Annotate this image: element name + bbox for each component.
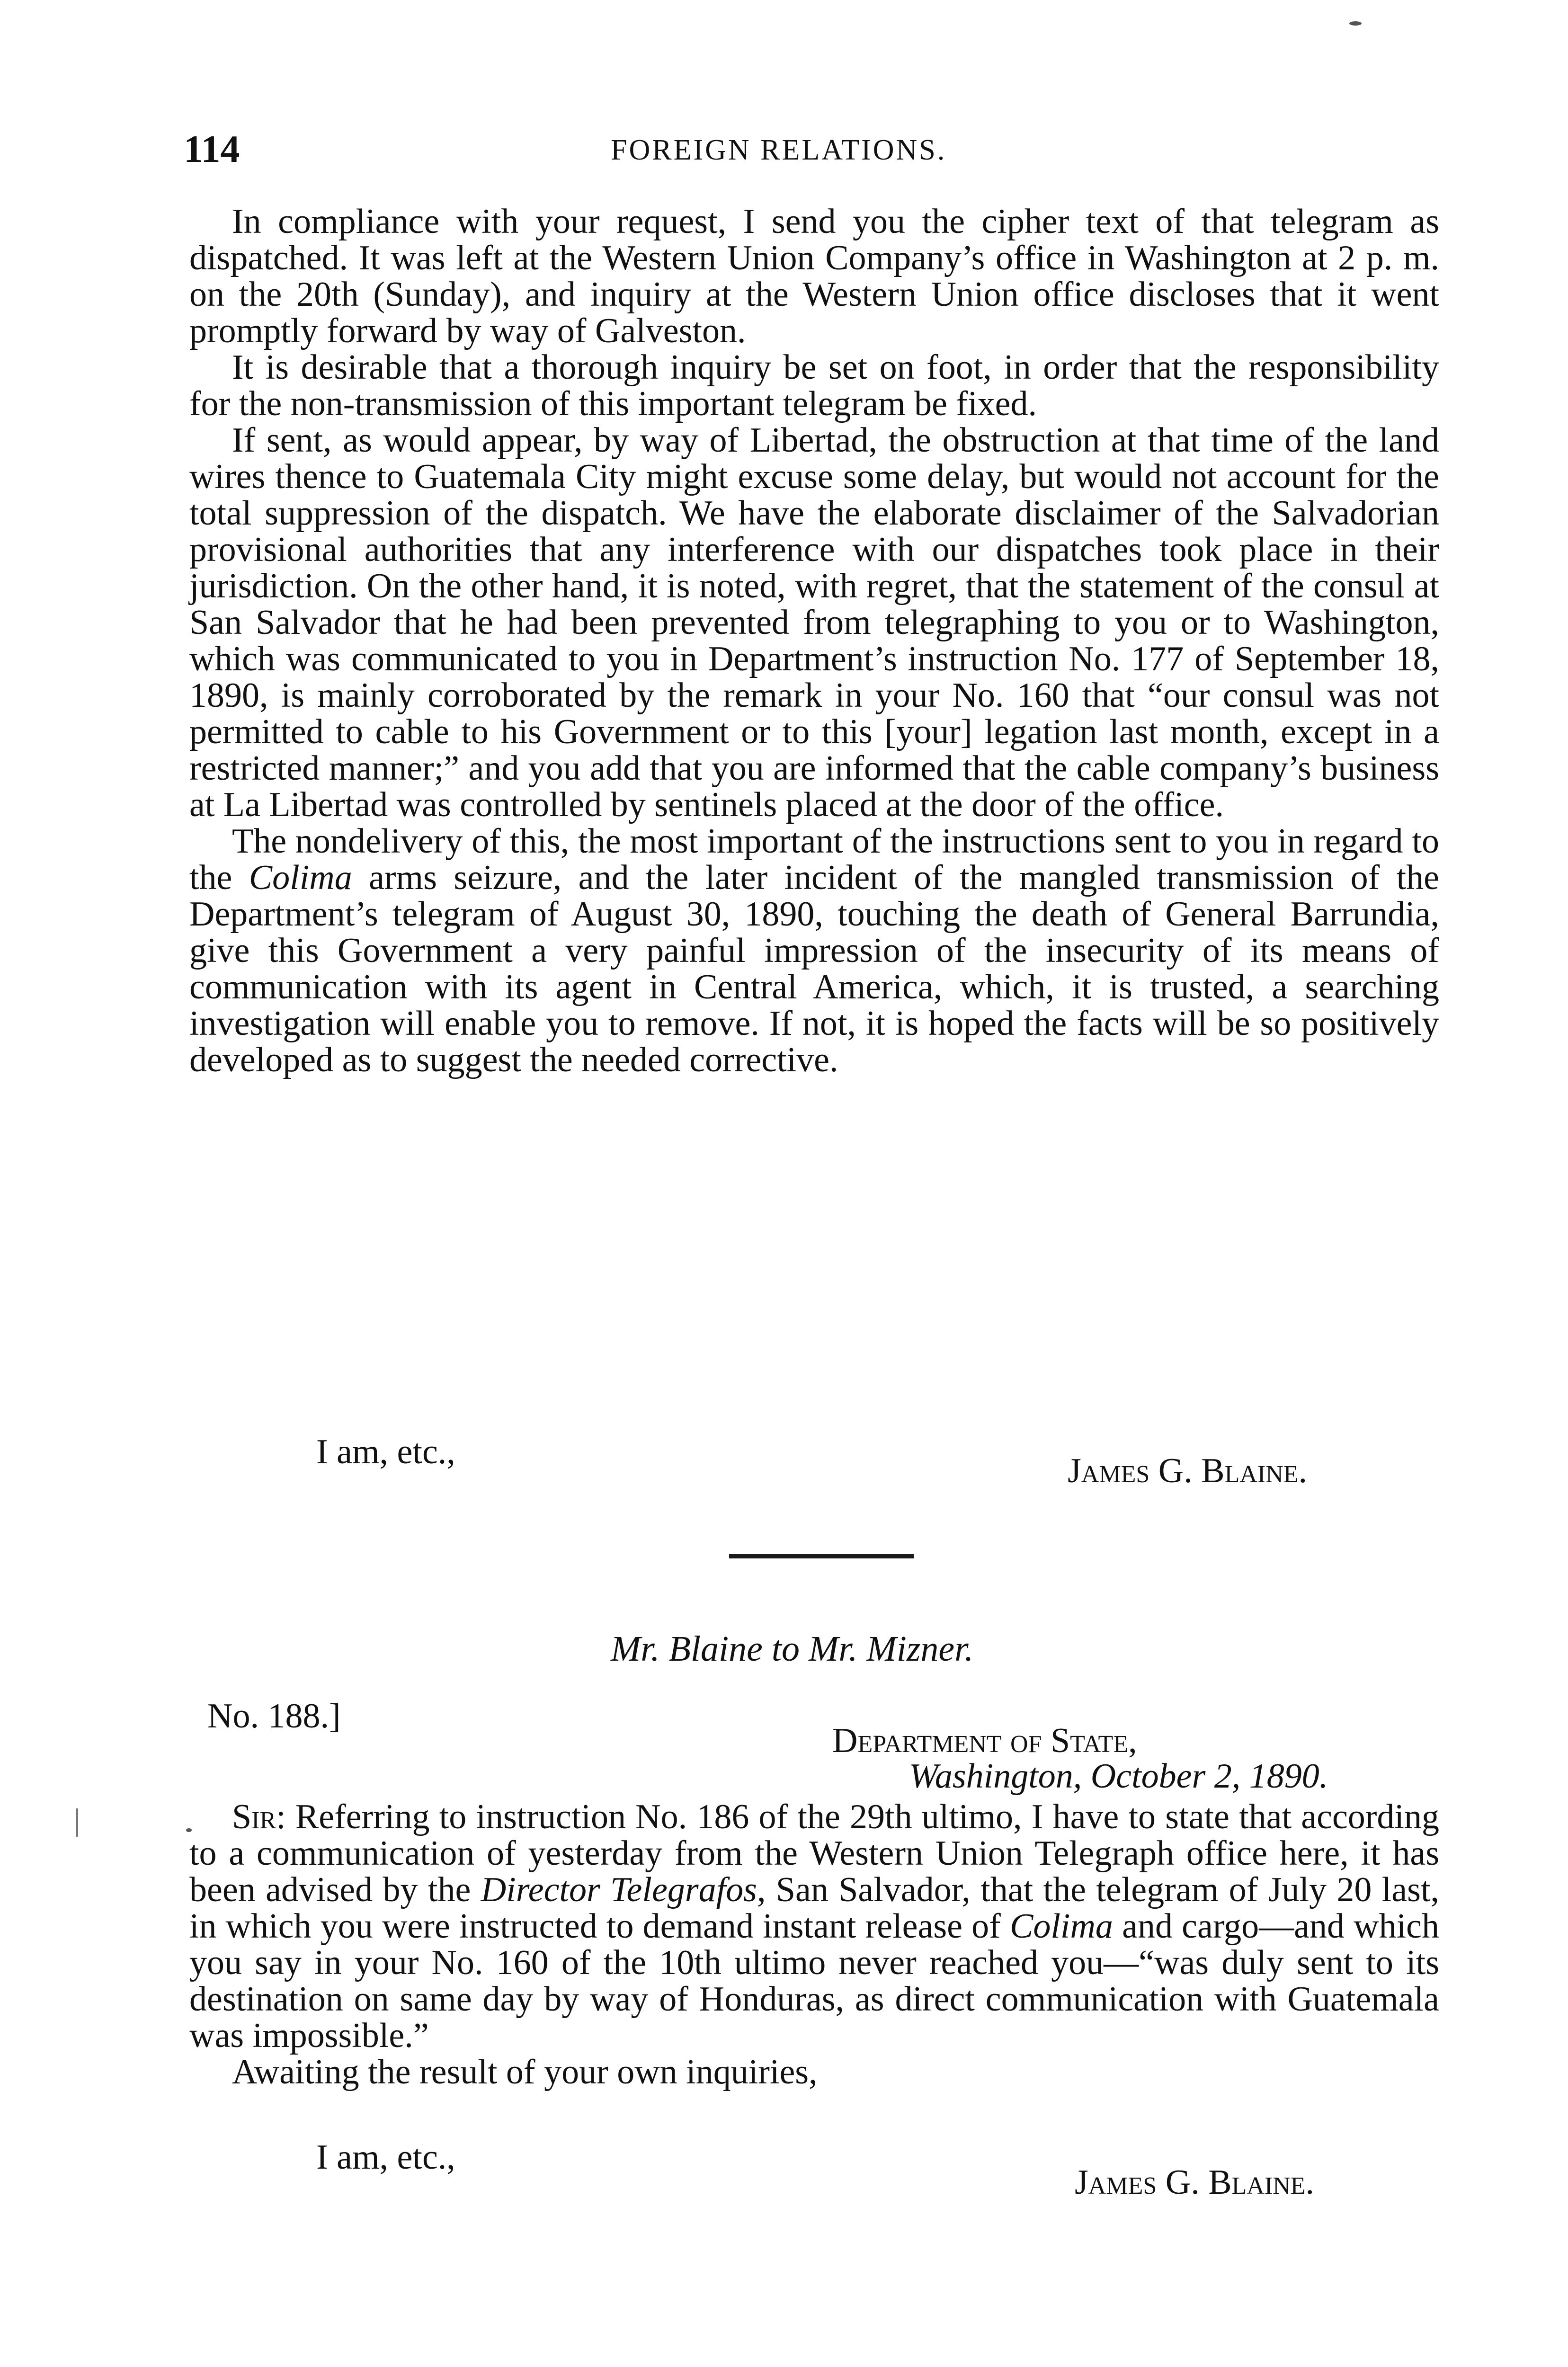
letter2-dateline: Washington, October 2, 1890.: [909, 1757, 1328, 1796]
page-number: 114: [184, 127, 240, 170]
scan-speck: [186, 1828, 192, 1832]
letter1-paragraph-2: It is desirable that a thorough inquiry be set on foot, in order that the responsibility for the non-transmission of this important telegram be fixed.: [189, 348, 1439, 423]
letter1-paragraph-1: In compliance with your request, I send you the cipher text of that telegram as dispatched. It was left at the Western Union Company’s office in Washington at 2 p. m. on the 20th (Sunday), and inquiry at the Western Union office discloses that it went promptly forward by way of Galveston.: [189, 202, 1439, 350]
letter1-paragraph-4: [189, 823, 1439, 1078]
letter1-p4-text-a: The nondelivery of this, the most important of the instructions sent to you in regard to the: [189, 822, 1439, 897]
letter2-date: October 2, 1890.: [1090, 1757, 1328, 1796]
letter2-paragraph-2: Awaiting the result of your own inquiries,: [232, 2053, 818, 2091]
letter2-signature: James G. Blaine.: [1075, 2163, 1315, 2202]
scan-mark: [76, 1808, 78, 1837]
director-telegrafos: Director Telegrafos: [481, 1870, 757, 1909]
letter2-paragraph-1: [189, 1799, 1439, 2054]
scan-speck: [1349, 21, 1362, 26]
letter2-body: [189, 1799, 1439, 2091]
vessel-name-colima-2: Colima: [1010, 1907, 1113, 1946]
vessel-name-colima: Colima: [249, 858, 352, 897]
letter2-place: Washington: [909, 1757, 1073, 1796]
letter2-closing: I am, etc.,: [316, 2138, 455, 2177]
letter1-closing: I am, etc.,: [316, 1433, 455, 1471]
letter2-number: No. 188.]: [207, 1697, 341, 1735]
letter2-salutation: Sir:: [232, 1797, 286, 1836]
letter2-title: Mr. Blaine to Mr. Mizner.: [611, 1629, 974, 1669]
letter1-p4-text-b: arms seizure, and the later incident of the mangled transmission of the Department’s telegram of August 30, 1890, touching the death of General Barrundia, give this Government a very painful impression of the insecurity of its means of communication with its agent in Central America, which, it is trusted, a searching investigation will enable you to remove. If not, it is hoped the facts will be so positively developed as to suggest the needed corrective.: [189, 858, 1440, 1079]
letter1-body: [189, 204, 1439, 1078]
letter1-paragraph-3: If sent, as would appear, by way of Libertad, the obstruction at that time of the land wires thence to Guatemala City might excuse some delay, but would not account for the total suppression of the dispatch. We have the elaborate disclaimer of the Salvadorian provisional authorities that any interference with our dispatches took place in their jurisdiction. On the other hand, it is noted, with regret, that the statement of the consul at San Salvador that he had been prevented from telegraphing to you or to Washington, which was communicated to you in Department’s instruction No. 177 of September 18, 1890, is mainly corroborated by the remark in your No. 160 that “our consul was not permitted to cable to his Government or to this [your] legation last month, except in a restricted manner;” and you add that you are informed that the cable company’s business at La Libertad was controlled by sentinels placed at the door of the office.: [189, 421, 1439, 824]
letter2-p1-text-a: Referring to instruction No. 186 of the 29th ultimo, I have to state that according to a communication of yesterday from the Western Union Telegraph office here, it has been advised by the: [189, 1797, 1439, 1909]
letter2-department: Department of State,: [832, 1721, 1137, 1760]
section-divider: [729, 1554, 914, 1558]
running-title: FOREIGN RELATIONS.: [611, 134, 947, 166]
letter2-p1-text-b: , San Salvador, that the telegram of July 20 last, in which you were instructed to demand instant release of: [189, 1870, 1439, 1946]
letter2-p1-text-c: and cargo—and which you say in your No. 160 of the 10th ultimo never reached you—“was duly sent to its destination on same day by way of Honduras, as direct communication with Guatemala was impossible.”: [189, 1907, 1440, 2055]
letter1-signature: James G. Blaine.: [1068, 1451, 1308, 1490]
